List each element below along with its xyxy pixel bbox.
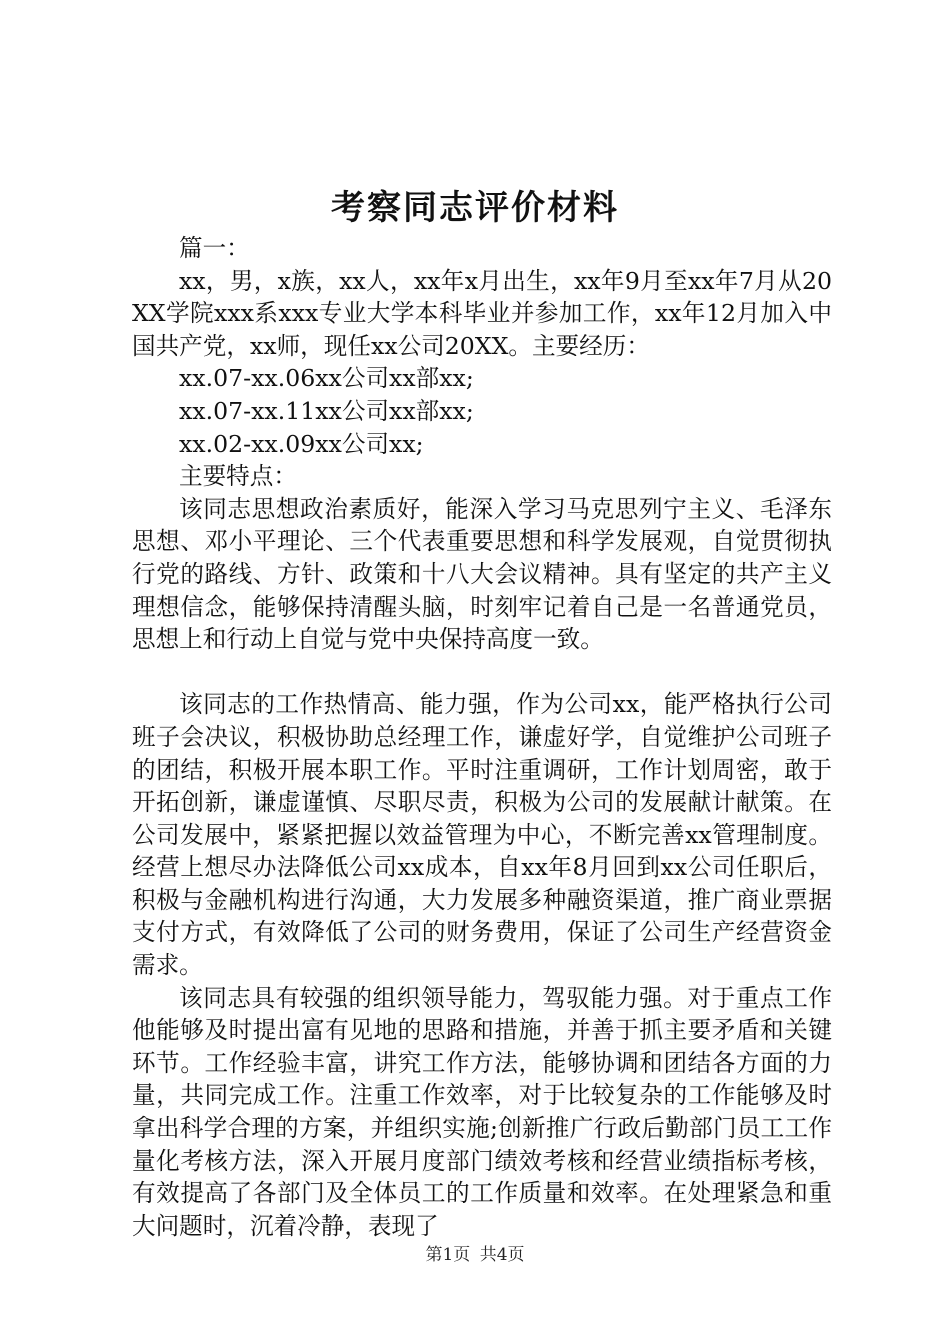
features-heading: 主要特点： <box>179 462 297 491</box>
page-number: 第1页 <box>425 1245 471 1265</box>
bio-paragraph: xx，男，x族，xx人，xx年x月出生，xx年9月至xx年7月从20XX学院xxx系xxx专业大学本科毕业并参加工作，xx年12月加入中国共产党，xx师，现任xx公司20XX。主要经历： <box>132 266 832 360</box>
experience-item: xx.07-xx.06xx公司xx部xx; <box>179 364 474 393</box>
section-label: 篇一： <box>179 234 250 262</box>
political-quality-paragraph: 该同志思想政治素质好，能深入学习马克思列宁主义、毛泽东思想、邓小平理论、三个代表重要思想和科学发展观，自觉贯彻执行党的路线、方针、政策和十八大会议精神。具有坚定的共产主义理想信念，能够保持清醒头脑，时刻牢记着自己是一名普通党员，思想上和行动上自觉与党中央保持高度一致。 <box>132 494 832 654</box>
document-title: 考察同志评价材料 <box>331 188 619 228</box>
experience-item: xx.07-xx.11xx公司xx部xx; <box>179 396 474 425</box>
document-body <box>132 232 832 1242</box>
leadership-paragraph: 该同志具有较强的组织领导能力，驾驭能力强。对于重点工作他能够及时提出富有见地的思路和措施，并善于抓主要矛盾和关键环节。工作经验丰富，讲究工作方法，能够协调和团结各方面的力量，共同完成工作。注重工作效率，对于比较复杂的工作能够及时拿出科学合理的方案，并组织实施;创新推广行政后勤部门员工工作量化考核方法，深入开展月度部门绩效考核和经营业绩指标考核，有效提高了各部门及全体员工的工作质量和效率。在处理紧急和重大问题时，沉着冷静，表现了 <box>132 983 832 1240</box>
experience-item: xx.02-xx.09xx公司xx; <box>179 429 424 458</box>
page-footer <box>0 1244 950 1266</box>
page-total: 共4页 <box>479 1245 525 1265</box>
work-ability-paragraph: 该同志的工作热情高、能力强，作为公司xx，能严格执行公司班子会决议，积极协助总经理工作，谦虚好学，自觉维护公司班子的团结，积极开展本职工作。平时注重调研，工作计划周密，敢于开拓创新，谦虚谨慎、尽职尽责，积极为公司的发展献计献策。在公司发展中，紧紧把握以效益管理为中心，不断完善xx管理制度。经营上想尽办法降低公司xx成本，自xx年8月回到xx公司任职后，积极与金融机构进行沟通，大力发展多种融资渠道，推广商业票据支付方式，有效降低了公司的财务费用，保证了公司生产经营资金需求。 <box>132 690 832 980</box>
